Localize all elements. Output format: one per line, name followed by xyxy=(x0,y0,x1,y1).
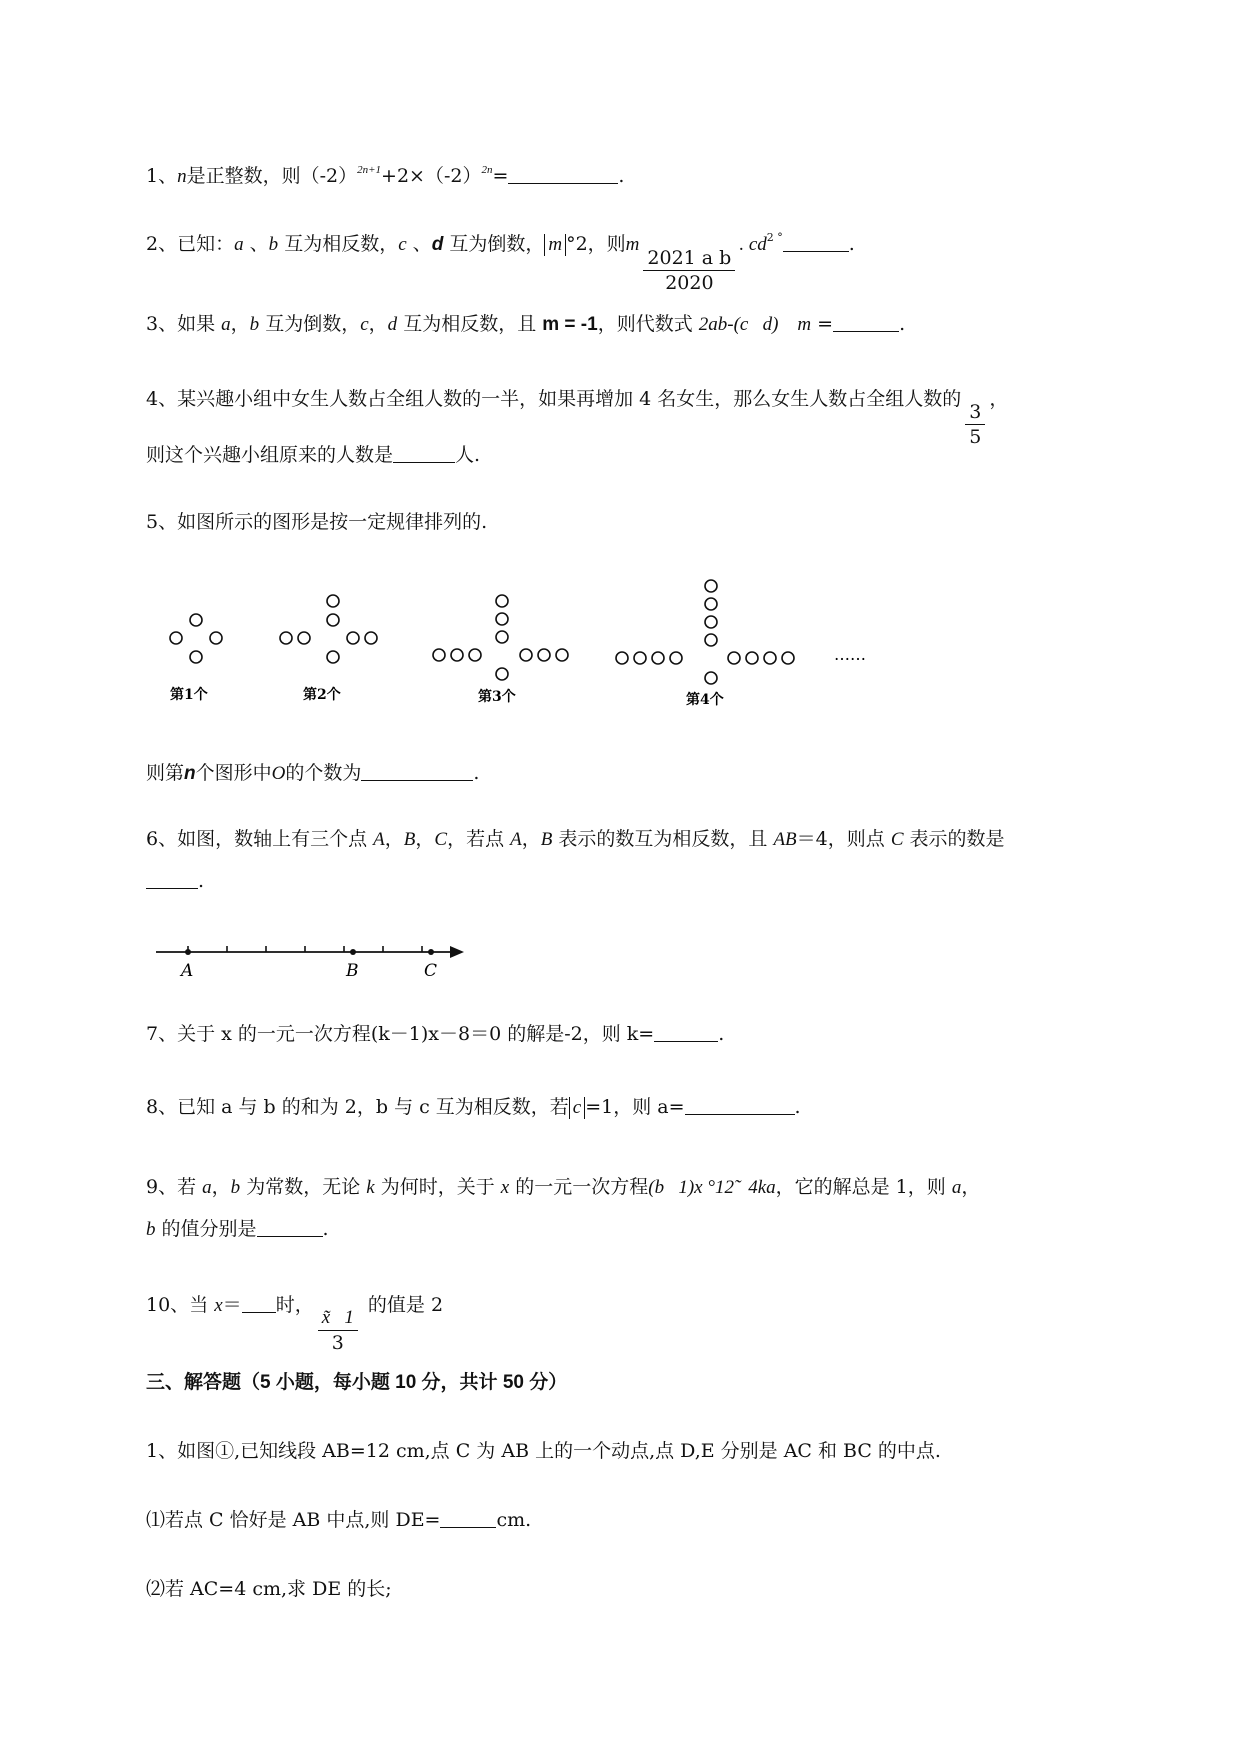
q7-period: . xyxy=(718,1023,725,1045)
q6-text-4: ＝4，则点 xyxy=(796,828,891,850)
circle xyxy=(634,652,646,664)
q9-text: 若 xyxy=(177,1176,203,1198)
circle xyxy=(496,613,508,625)
var-k: k xyxy=(366,1177,375,1198)
q10-text: 当 xyxy=(189,1294,215,1316)
q2-text-5: . cd xyxy=(739,234,767,255)
circle xyxy=(652,652,664,664)
circle xyxy=(496,631,508,643)
circle xyxy=(347,632,359,644)
q3-condition: m = -1 xyxy=(542,314,598,335)
q10-equals: ＝ xyxy=(222,1294,242,1316)
question-number: 9、 xyxy=(146,1176,178,1198)
q1-text: 是正整数，则（-2） xyxy=(186,165,358,187)
var-o: O xyxy=(271,763,286,784)
fraction-numerator: 2021 a b xyxy=(643,246,735,271)
circle xyxy=(190,651,202,663)
circle xyxy=(451,649,463,661)
q9-text-3: 为何时，关于 xyxy=(374,1176,501,1198)
var-d: d xyxy=(387,314,398,335)
q3-equals: = xyxy=(811,313,834,335)
label-C: C xyxy=(424,961,438,981)
circle xyxy=(728,652,740,664)
circle xyxy=(520,649,532,661)
q3-period: . xyxy=(899,313,906,335)
circle-pattern-figure xyxy=(160,574,880,714)
question-number: 6、 xyxy=(146,828,178,850)
var-C: C xyxy=(890,829,904,850)
circle xyxy=(616,652,628,664)
answer-blank[interactable] xyxy=(654,1023,718,1042)
answer-blank[interactable] xyxy=(508,165,618,184)
problem-1-part-2: ⑵若 AC=4 cm,求 DE 的长; xyxy=(146,1578,392,1600)
circle xyxy=(298,632,310,644)
q9-text-6: 的值分别是 xyxy=(155,1218,257,1240)
q5-text: 如图所示的图形是按一定规律排列的. xyxy=(177,511,488,533)
q1-exponent-2: 2n xyxy=(481,164,493,176)
abs-m: m xyxy=(544,234,566,256)
answer-blank[interactable] xyxy=(393,444,455,463)
question-1 xyxy=(146,157,624,190)
number-line xyxy=(152,935,472,981)
circle xyxy=(782,652,794,664)
answer-blank[interactable] xyxy=(257,1218,323,1237)
answer-blank[interactable] xyxy=(685,1096,795,1115)
q1-text-2: +2×（-2） xyxy=(381,165,482,187)
comma: ， xyxy=(211,1176,231,1198)
circle xyxy=(764,652,776,664)
q3-text-2: 互为倒数， xyxy=(259,313,361,335)
question-6-line-2 xyxy=(146,868,204,894)
q1-exponent-1: 2n+1 xyxy=(357,164,382,176)
comma: ， xyxy=(384,828,404,850)
q4-fraction xyxy=(965,400,985,449)
q6-period: . xyxy=(198,870,205,892)
circle xyxy=(469,649,481,661)
q8-period: . xyxy=(794,1096,801,1118)
var-n: n xyxy=(184,763,196,784)
q9-text-5: ，它的解总是 1，则 xyxy=(775,1176,952,1198)
q9-text-2: 为常数，无论 xyxy=(240,1176,367,1198)
circle xyxy=(705,634,717,646)
p1a-text: ⑴若点 C 恰好是 AB 中点,则 DE= xyxy=(146,1509,441,1531)
q2-text-2: 互为相反数， xyxy=(278,233,399,255)
q5-period: . xyxy=(473,762,480,784)
circle xyxy=(705,598,717,610)
circle xyxy=(365,632,377,644)
circle xyxy=(327,595,339,607)
question-number: 5、 xyxy=(146,511,178,533)
q2-fraction xyxy=(643,246,735,295)
circle xyxy=(190,614,202,626)
circle xyxy=(170,632,182,644)
var-m: m xyxy=(625,234,640,255)
q2-exponent: 2 ° xyxy=(766,231,783,244)
var-a: a xyxy=(221,314,231,335)
q1-equals: = xyxy=(492,165,509,187)
problem-1-part-1 xyxy=(146,1507,531,1533)
comma: ， xyxy=(989,388,1009,410)
var-AB: AB xyxy=(773,829,797,850)
q2-text-4: °2，则 xyxy=(566,233,626,255)
comma: ， xyxy=(230,313,250,335)
var-b: b xyxy=(230,1177,241,1198)
figure-label-3: 第3个 xyxy=(478,689,516,705)
var-x: x xyxy=(214,1295,223,1316)
point-B xyxy=(350,949,356,955)
q9-period: . xyxy=(322,1218,329,1240)
q6-text-5: 表示的数是 xyxy=(903,828,1005,850)
circle xyxy=(538,649,550,661)
q2-text: 已知： xyxy=(177,233,235,255)
var-B: B xyxy=(540,829,553,850)
fraction-numerator: x̃ 1 xyxy=(318,1306,358,1331)
var-A: A xyxy=(373,829,385,850)
q6-text-3: 表示的数互为相反数，且 xyxy=(552,828,774,850)
var-x: x xyxy=(500,1177,510,1198)
q1-period: . xyxy=(618,165,625,187)
answer-blank[interactable] xyxy=(146,870,198,889)
q8-text: 8、已知 a 与 b 的和为 2，b 与 c 互为相反数，若 xyxy=(146,1096,569,1118)
comma: ， xyxy=(521,828,541,850)
fraction-denominator: 2020 xyxy=(665,272,714,294)
q5-ask-text: 则第 xyxy=(146,762,185,784)
comma: ， xyxy=(415,828,435,850)
var-a: a xyxy=(202,1177,212,1198)
q8-text-2: =1，则 a= xyxy=(585,1096,685,1118)
var-b: b xyxy=(249,314,260,335)
separator: 、 xyxy=(406,233,432,255)
problem-1: 1、如图①,已知线段 AB=12 cm,点 C 为 AB 上的一个动点,点 D,E 分别是 AC 和 BC 的中点. xyxy=(146,1440,941,1462)
answer-blank[interactable] xyxy=(440,1509,496,1528)
q4-text-3: 人. xyxy=(455,444,481,466)
q10-text-3: 的值是 2 xyxy=(361,1294,444,1316)
q4-text-2: 则这个兴趣小组原来的人数是 xyxy=(146,444,394,466)
question-9-line-2 xyxy=(146,1216,329,1243)
comma: ， xyxy=(368,313,388,335)
question-number: 10、 xyxy=(146,1294,190,1316)
var-A: A xyxy=(510,829,522,850)
var-B: B xyxy=(403,829,416,850)
q5-ask-text-2: 个图形中 xyxy=(195,762,272,784)
circle xyxy=(327,614,339,626)
question-5 xyxy=(146,509,487,535)
q6-text: 如图，数轴上有三个点 xyxy=(177,828,374,850)
q9-equation: (b 1)x °12̃ 4ka xyxy=(648,1177,776,1198)
var-d: d xyxy=(431,234,444,255)
point-A xyxy=(185,949,191,955)
question-9 xyxy=(146,1174,980,1201)
q3-expression: 2ab-(c d) m xyxy=(698,314,812,335)
question-number: 3、 xyxy=(146,313,178,335)
separator: 、 xyxy=(243,233,269,255)
question-number: 4、 xyxy=(146,388,178,410)
question-5-ask xyxy=(146,760,479,787)
var-n: n xyxy=(177,166,187,187)
question-number: 1、 xyxy=(146,165,178,187)
q5-ask-text-3: 的个数为 xyxy=(285,762,362,784)
q6-text-2: ，若点 xyxy=(447,828,511,850)
figure-label-2: 第2个 xyxy=(303,687,341,703)
comma: ， xyxy=(961,1176,981,1198)
circle xyxy=(433,649,445,661)
question-number: 2、 xyxy=(146,233,178,255)
q10-fraction xyxy=(318,1306,358,1355)
circle xyxy=(496,668,508,680)
label-A: A xyxy=(181,961,194,981)
q9-text-4: 的一元一次方程 xyxy=(509,1176,649,1198)
q3-text-3: 互为相反数，且 xyxy=(397,313,543,335)
figure-label-1: 第1个 xyxy=(170,687,208,703)
fraction-numerator: 3 xyxy=(965,400,985,425)
answer-blank[interactable] xyxy=(783,233,849,252)
circle xyxy=(327,651,339,663)
circle xyxy=(746,652,758,664)
answer-blank[interactable] xyxy=(361,762,473,781)
circle xyxy=(556,649,568,661)
question-7 xyxy=(146,1021,724,1047)
var-c: c xyxy=(398,234,407,255)
var-a: a xyxy=(234,234,244,255)
var-c: c xyxy=(360,314,369,335)
axis-arrow xyxy=(450,946,464,958)
fraction-denominator: 3 xyxy=(331,1332,344,1354)
question-4-line-2 xyxy=(146,442,480,468)
var-C: C xyxy=(434,829,448,850)
circle xyxy=(280,632,292,644)
q3-text: 如果 xyxy=(177,313,222,335)
circle xyxy=(705,616,717,628)
var-a: a xyxy=(951,1177,962,1198)
figure-label-4: 第4个 xyxy=(686,692,724,708)
var-b: b xyxy=(268,234,279,255)
question-3 xyxy=(146,311,905,338)
q7-text: 7、关于 x 的一元一次方程(k－1)x－8＝0 的解是-2，则 k= xyxy=(146,1023,655,1045)
abs-c: c xyxy=(569,1097,585,1119)
circle xyxy=(705,672,717,684)
question-4 xyxy=(146,386,1008,449)
circle xyxy=(496,595,508,607)
point-C xyxy=(428,949,434,955)
answer-blank[interactable] xyxy=(242,1294,276,1313)
circle xyxy=(210,632,222,644)
q3-text-4: ，则代数式 xyxy=(597,313,699,335)
p1a-unit: cm. xyxy=(496,1509,532,1531)
question-2 xyxy=(146,225,855,295)
q10-text-2: 时， xyxy=(275,1294,314,1316)
question-6 xyxy=(146,826,1005,853)
q4-text: 某兴趣小组中女生人数占全组人数的一半，如果再增加 4 名女生，那么女生人数占全组人数的 xyxy=(177,388,962,410)
var-b: b xyxy=(146,1219,156,1240)
section-heading: 三、解答题（5 小题，每小题 10 分，共计 50 分） xyxy=(146,1372,568,1393)
ellipsis: …… xyxy=(834,645,866,664)
q2-text-3: 互为倒数， xyxy=(443,233,545,255)
fraction-denominator: 5 xyxy=(969,426,982,448)
question-8 xyxy=(146,1094,801,1120)
answer-blank[interactable] xyxy=(833,313,899,332)
q2-period: . xyxy=(848,233,855,255)
label-B: B xyxy=(346,961,359,981)
question-10 xyxy=(146,1292,443,1355)
circle xyxy=(670,652,682,664)
circle xyxy=(705,580,717,592)
